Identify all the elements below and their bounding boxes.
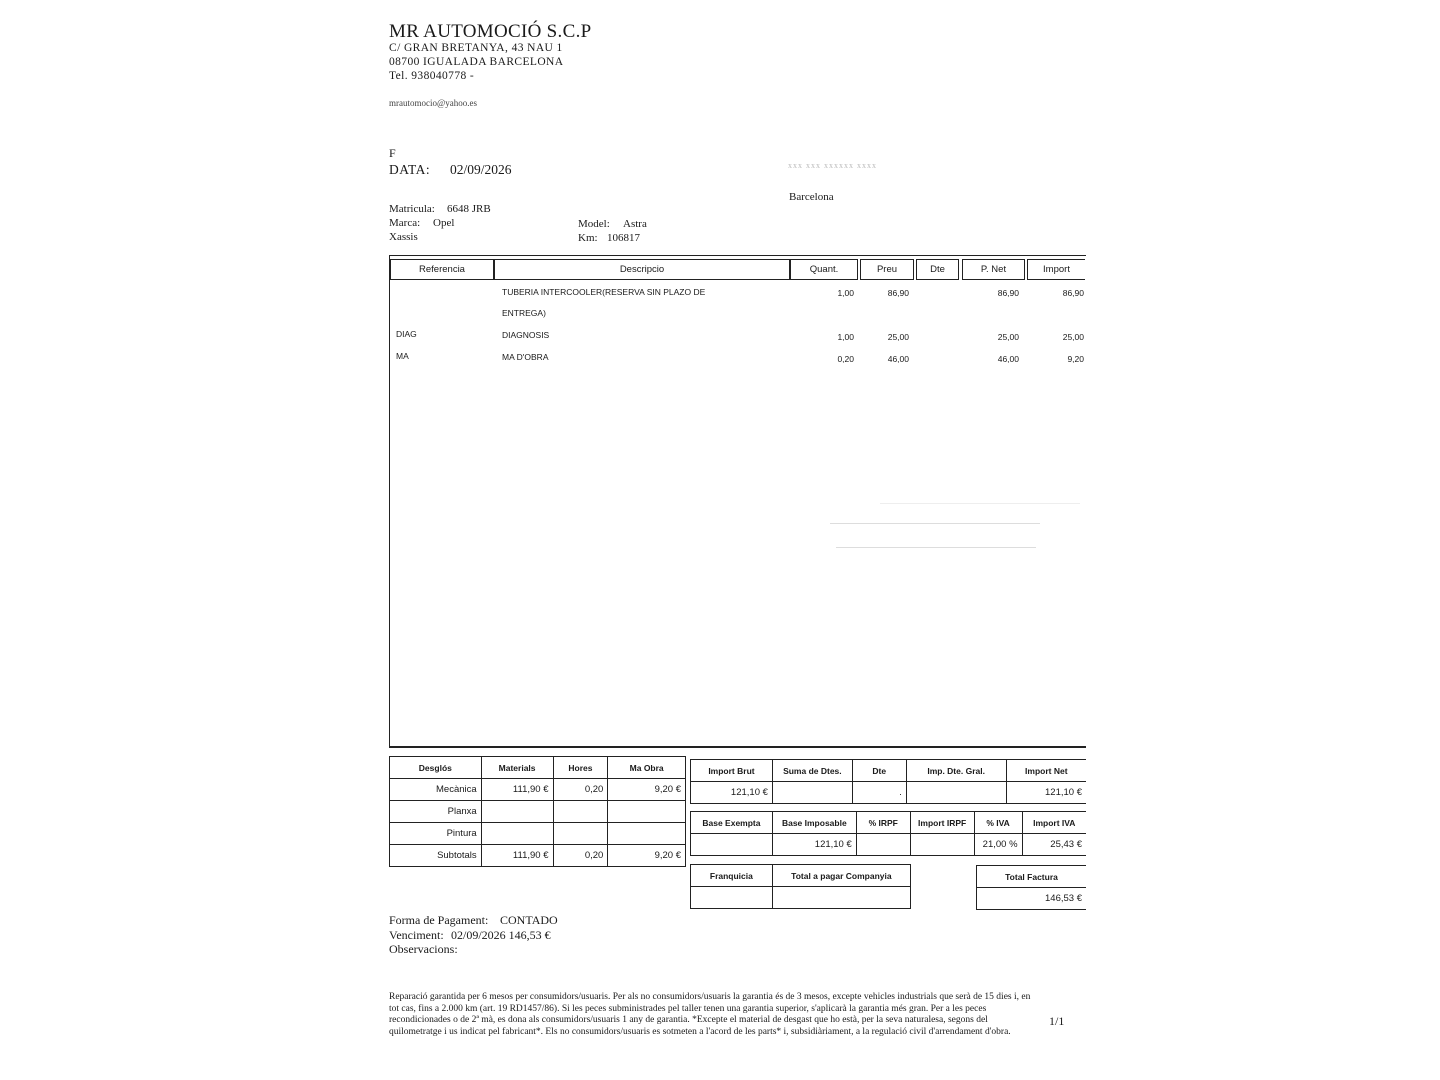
- dte-value: .: [852, 782, 906, 804]
- franquicia-value: [691, 887, 773, 909]
- km-label: Km:: [578, 232, 598, 244]
- date-value: 02/09/2026: [450, 162, 512, 177]
- breakdown-label: Subtotals: [390, 845, 482, 867]
- forma-pagament-label: Forma de Pagament:: [389, 913, 489, 927]
- warranty-footer-text: Reparació garantida per 6 mesos per consumidors/usuaris. Per als no consumidors/usuaris la garantia és de 3 mesos, excepte vehicles industrials que serà de 15 dies i, en tot cas, fins a 2.000 km (art. 19 RD1457/86). Si les peces subministrades pel taller tenen una garantia superior, s'aplicarà la garantia més gran. Per a les peces recondicionades o de 2ª mà, es dona als consumidors/usuaris 1 any de garantia. *Excepte el material de desgast que ho està, per la seva naturalesa, segons del quilometratge i us indicat pel fabricant*. Els no consumidors/usuaris es sotmeten a l'acord de les parts* i, subsidiàriament, a la regulació civil d'arrendament d'obra.: [389, 992, 1031, 1037]
- breakdown-label: Pintura: [390, 823, 482, 845]
- breakdown-hores: 0,20: [553, 779, 608, 801]
- totals-header: Imp. Dte. Gral.: [906, 760, 1006, 782]
- item-desc-cont: ENTREGA): [502, 308, 546, 318]
- franquicia-table: [690, 864, 911, 909]
- breakdown-hores: [553, 801, 608, 823]
- forma-pagament-value: CONTADO: [500, 913, 558, 927]
- iva-percent-value: 21,00 %: [974, 834, 1022, 856]
- totals-header: Import Brut: [691, 760, 773, 782]
- base-imposable-value: 121,10 €: [772, 834, 856, 856]
- imp-dte-gral-value: [906, 782, 1006, 804]
- tax-header: Base Exempta: [691, 812, 773, 834]
- item-import: 86,90: [1062, 288, 1084, 298]
- item-pnet: 86,90: [997, 288, 1019, 298]
- breakdown-label: Mecànica: [390, 779, 482, 801]
- km-value: 106817: [607, 232, 640, 244]
- breakdown-table: [389, 756, 686, 867]
- breakdown-materials: 111,90 €: [481, 779, 553, 801]
- items-table-frame: [389, 255, 1086, 748]
- breakdown-ma-obra: 9,20 €: [608, 845, 686, 867]
- breakdown-materials: [481, 823, 553, 845]
- header-preu: Preu: [860, 259, 914, 280]
- item-preu: 25,00: [887, 332, 909, 342]
- franquicia-header: Franquicia: [691, 865, 773, 887]
- total-factura-value: 146,53 €: [977, 888, 1087, 910]
- marca-label: Marca:: [389, 217, 421, 229]
- total-factura-label: Total Factura: [977, 866, 1087, 888]
- import-iva-value: 25,43 €: [1022, 834, 1086, 856]
- scan-artifact: [830, 523, 1040, 524]
- totals-header: Import Net: [1006, 760, 1086, 782]
- scan-artifact: [880, 503, 1080, 504]
- company-name: MR AUTOMOCIÓ S.C.P: [389, 21, 592, 42]
- item-desc: MA D'OBRA: [502, 352, 549, 362]
- company-email: mrautomocio@yahoo.es: [389, 98, 478, 108]
- header-dte: Dte: [916, 259, 959, 280]
- item-pnet: 46,00: [997, 354, 1019, 364]
- model-label: Model:: [578, 218, 610, 230]
- header-referencia: Referencia: [390, 259, 494, 280]
- observacions-label: Observacions:: [389, 942, 458, 956]
- client-name-faded: xxx xxx xxxxxx xxxx: [788, 161, 877, 170]
- breakdown-ma-obra: [608, 801, 686, 823]
- header-p-net: P. Net: [962, 259, 1025, 280]
- scan-artifact: [836, 547, 1036, 548]
- document-type-letter: F: [389, 146, 396, 160]
- breakdown-ma-obra: 9,20 €: [608, 779, 686, 801]
- breakdown-ma-obra: [608, 823, 686, 845]
- breakdown-header: Hores: [553, 757, 608, 779]
- totals-header: Suma de Dtes.: [772, 760, 852, 782]
- header-import: Import: [1027, 259, 1085, 280]
- totals-net-table: [690, 759, 1086, 804]
- header-descripcio: Descripcio: [494, 259, 790, 280]
- irpf-percent-value: [856, 834, 910, 856]
- breakdown-label: Planxa: [390, 801, 482, 823]
- total-companyia-header: Total a pagar Companyia: [772, 865, 910, 887]
- header-quant: Quant.: [790, 259, 858, 280]
- tax-header: % IVA: [974, 812, 1022, 834]
- tax-header: Import IVA: [1022, 812, 1086, 834]
- item-import: 25,00: [1062, 332, 1084, 342]
- breakdown-hores: [553, 823, 608, 845]
- item-ref: DIAG: [396, 329, 417, 339]
- import-brut-value: 121,10 €: [691, 782, 773, 804]
- xassis-label: Xassis: [389, 231, 418, 243]
- client-city: Barcelona: [789, 191, 834, 203]
- item-preu: 46,00: [887, 354, 909, 364]
- tax-header: Import IRPF: [910, 812, 974, 834]
- breakdown-header: Materials: [481, 757, 553, 779]
- matricula-label: Matricula:: [389, 203, 435, 215]
- matricula-value: 6648 JRB: [447, 203, 491, 215]
- breakdown-hores: 0,20: [553, 845, 608, 867]
- item-quant: 0,20: [837, 354, 854, 364]
- date-label: DATA:: [389, 162, 431, 177]
- marca-value: Opel: [433, 217, 455, 229]
- item-quant: 1,00: [837, 288, 854, 298]
- item-import: 9,20: [1067, 354, 1084, 364]
- breakdown-materials: 111,90 €: [481, 845, 553, 867]
- tax-header: Base Imposable: [772, 812, 856, 834]
- totals-header: Dte: [852, 760, 906, 782]
- item-ref: MA: [396, 351, 409, 361]
- item-desc: DIAGNOSIS: [502, 330, 550, 340]
- base-exempta-value: [691, 834, 773, 856]
- company-address-line1: C/ GRAN BRETANYA, 43 NAU 1: [389, 42, 563, 54]
- item-quant: 1,00: [837, 332, 854, 342]
- total-companyia-value: [772, 887, 910, 909]
- venciment-value: 02/09/2026 146,53 €: [451, 928, 551, 942]
- venciment-label: Venciment:: [389, 928, 444, 942]
- item-desc: TUBERIA INTERCOOLER(RESERVA SIN PLAZO DE: [502, 287, 706, 297]
- page-number: 1/1: [1049, 1014, 1065, 1028]
- tax-header: % IRPF: [856, 812, 910, 834]
- suma-dtes-value: [772, 782, 852, 804]
- breakdown-header: Ma Obra: [608, 757, 686, 779]
- breakdown-header: Desglós: [390, 757, 482, 779]
- model-value: Astra: [623, 218, 647, 230]
- totals-tax-table: [690, 811, 1086, 856]
- import-irpf-value: [910, 834, 974, 856]
- breakdown-materials: [481, 801, 553, 823]
- company-phone: Tel. 938040778 -: [389, 70, 475, 82]
- company-address-line2: 08700 IGUALADA BARCELONA: [389, 56, 564, 68]
- import-net-value: 121,10 €: [1006, 782, 1086, 804]
- item-pnet: 25,00: [997, 332, 1019, 342]
- total-factura-table: [976, 865, 1086, 910]
- item-preu: 86,90: [887, 288, 909, 298]
